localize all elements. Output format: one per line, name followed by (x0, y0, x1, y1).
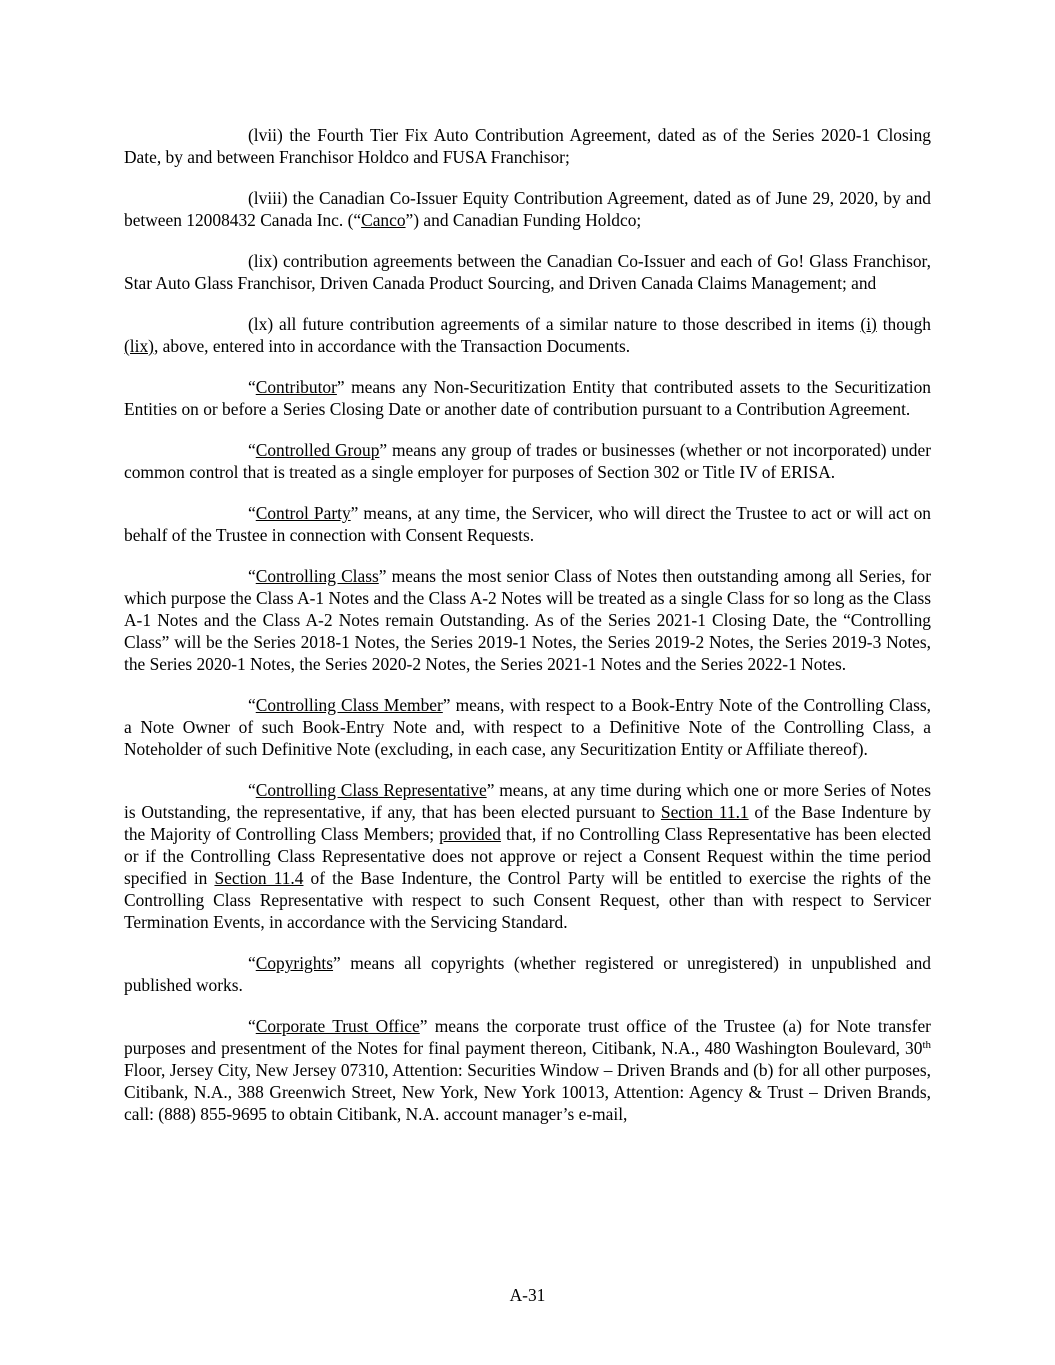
open-quote: “ (248, 1016, 256, 1036)
definition-text: ” means any group of trades or businesses (whether or not incorporated) under common control that is treated as a single employer for purposes of Section 302 or Title IV of ERISA. (124, 440, 932, 482)
definition-text: that, if no Controlling Class Representative has been elected or if the Controlling Class Representative does not approve or reject a Consent Request within the time period specified in (124, 824, 931, 888)
defined-term: Controlled Group (255, 440, 380, 460)
defined-term-canco: Canco (361, 210, 406, 230)
defined-term: Copyrights (255, 953, 334, 973)
clause-lix (124, 250, 931, 294)
definition-controlling-class (124, 565, 931, 675)
open-quote: “ (248, 503, 256, 523)
item-reference-i: (i) (860, 314, 877, 334)
clause-text: , above, entered into in accordance with the Transaction Documents. (153, 336, 631, 356)
clause-lx (124, 313, 931, 357)
open-quote: “ (248, 695, 256, 715)
clause-lviii (124, 187, 931, 231)
defined-term: Control Party (255, 503, 351, 523)
clause-text: (lix) contribution agreements between the Canadian Co-Issuer and each of Go! Glass Franchisor, Star Auto Glass Franchisor, Driven Canada Product Sourcing, and Driven Canada Claims Management; and (124, 251, 931, 293)
definition-text: ” means, with respect to a Book-Entry Note of the Controlling Class, a Note Owner of such Book-Entry Note and, with respect to a Definitive Note of the Controlling Class, a Noteholder of such Definitive Note (excluding, in each case, any Securitization Entity or Affiliate thereof). (124, 695, 931, 759)
open-quote: “ (248, 953, 256, 973)
definition-text: of the Base Indenture by the Majority of Controlling Class Members; (124, 802, 931, 844)
section-reference-11-1: Section 11.1 (660, 802, 749, 822)
clause-text: (lx) all future contribution agreements of a similar nature to those described in items (248, 314, 861, 334)
defined-term: Controlling Class (255, 566, 379, 586)
definition-controlling-class-member (124, 694, 931, 760)
definition-text: ” means all copyrights (whether registered or unregistered) in unpublished and published works. (124, 953, 931, 995)
definition-controlled-group (124, 439, 931, 483)
open-quote: “ (248, 566, 256, 586)
clause-text: (lvii) the Fourth Tier Fix Auto Contribution Agreement, dated as of the Series 2020-1 Closing Date, by and between Franchisor Holdco and FUSA Franchisor; (124, 125, 931, 167)
clause-lvii (124, 124, 931, 168)
definition-copyrights (124, 952, 931, 996)
clause-text: though (876, 314, 932, 334)
definition-text: of the Base Indenture, the Control Party will be entitled to exercise the rights of the Controlling Class Representative with respect to such Consent Request, other than with respect to Servicer Termination Events, in accordance with the Servicing Standard. (124, 868, 931, 932)
document-body (124, 124, 931, 1144)
item-reference-lix: (lix) (124, 336, 154, 356)
clause-text: (lviii) the Canadian Co-Issuer Equity Contribution Agreement, dated as of June 29, 2020, by and between 12008432 Canada Inc. (“ (124, 188, 931, 230)
definition-text: ” means any Non-Securitization Entity that contributed assets to the Securitization Entities on or before a Series Closing Date or another date of contribution pursuant to a Contribution Agreement. (124, 377, 931, 419)
definition-control-party (124, 502, 931, 546)
definition-text: ” means, at any time, the Servicer, who will direct the Trustee to act or will act on behalf of the Trustee in connection with Consent Requests. (124, 503, 931, 545)
defined-term: Controlling Class Representative (255, 780, 487, 800)
definition-text: ” means the corporate trust office of the Trustee (a) for Note transfer purposes and presentment of the Notes for final payment thereon, Citibank, N.A., 480 Washington Boulevard, 30 (124, 1016, 931, 1058)
definition-text: ” means the most senior Class of Notes then outstanding among all Series, for which purpose the Class A-1 Notes and the Class A-2 Notes will be treated as a single Class for so long as the Class A-1 Notes and the Class A-2 Notes remain Outstanding. As of the Series 2021-1 Closing Date, the “Controlling Class” will be the Series 2018-1 Notes, the Series 2019-1 Notes, the Series 2019-2 Notes, the Series 2019-3 Notes, the Series 2020-1 Notes, the Series 2020-2 Notes, the Series 2021-1 Notes and the Series 2022-1 Notes. (124, 566, 931, 674)
definition-contributor (124, 376, 931, 420)
clause-text: ”) and Canadian Funding Holdco; (405, 210, 642, 230)
definition-text: Floor, Jersey City, New Jersey 07310, Attention: Securities Window – Driven Brands and (b) for all other purposes, Citibank, N.A., 388 Greenwich Street, New York, New York 10013, Attention: Agency & Trust – Driven Brands, call: (888) 855-9695 to obtain Citibank, N.A. account manager’s e-mail, (124, 1060, 931, 1124)
defined-term: Controlling Class Member (255, 695, 443, 715)
open-quote: “ (248, 377, 256, 397)
open-quote: “ (248, 780, 256, 800)
definition-text: ” means, at any time during which one or more Series of Notes is Outstanding, the representative, if any, that has been elected pursuant to (124, 780, 931, 822)
open-quote: “ (248, 440, 256, 460)
definition-controlling-class-representative (124, 779, 931, 933)
section-reference-11-4: Section 11.4 (214, 868, 304, 888)
page-number: A-31 (509, 1285, 546, 1305)
provided-term: provided (439, 824, 501, 844)
definition-corporate-trust-office (124, 1015, 931, 1125)
ordinal-superscript: th (922, 1039, 931, 1051)
defined-term: Corporate Trust Office (255, 1016, 420, 1036)
defined-term: Contributor (255, 377, 337, 397)
